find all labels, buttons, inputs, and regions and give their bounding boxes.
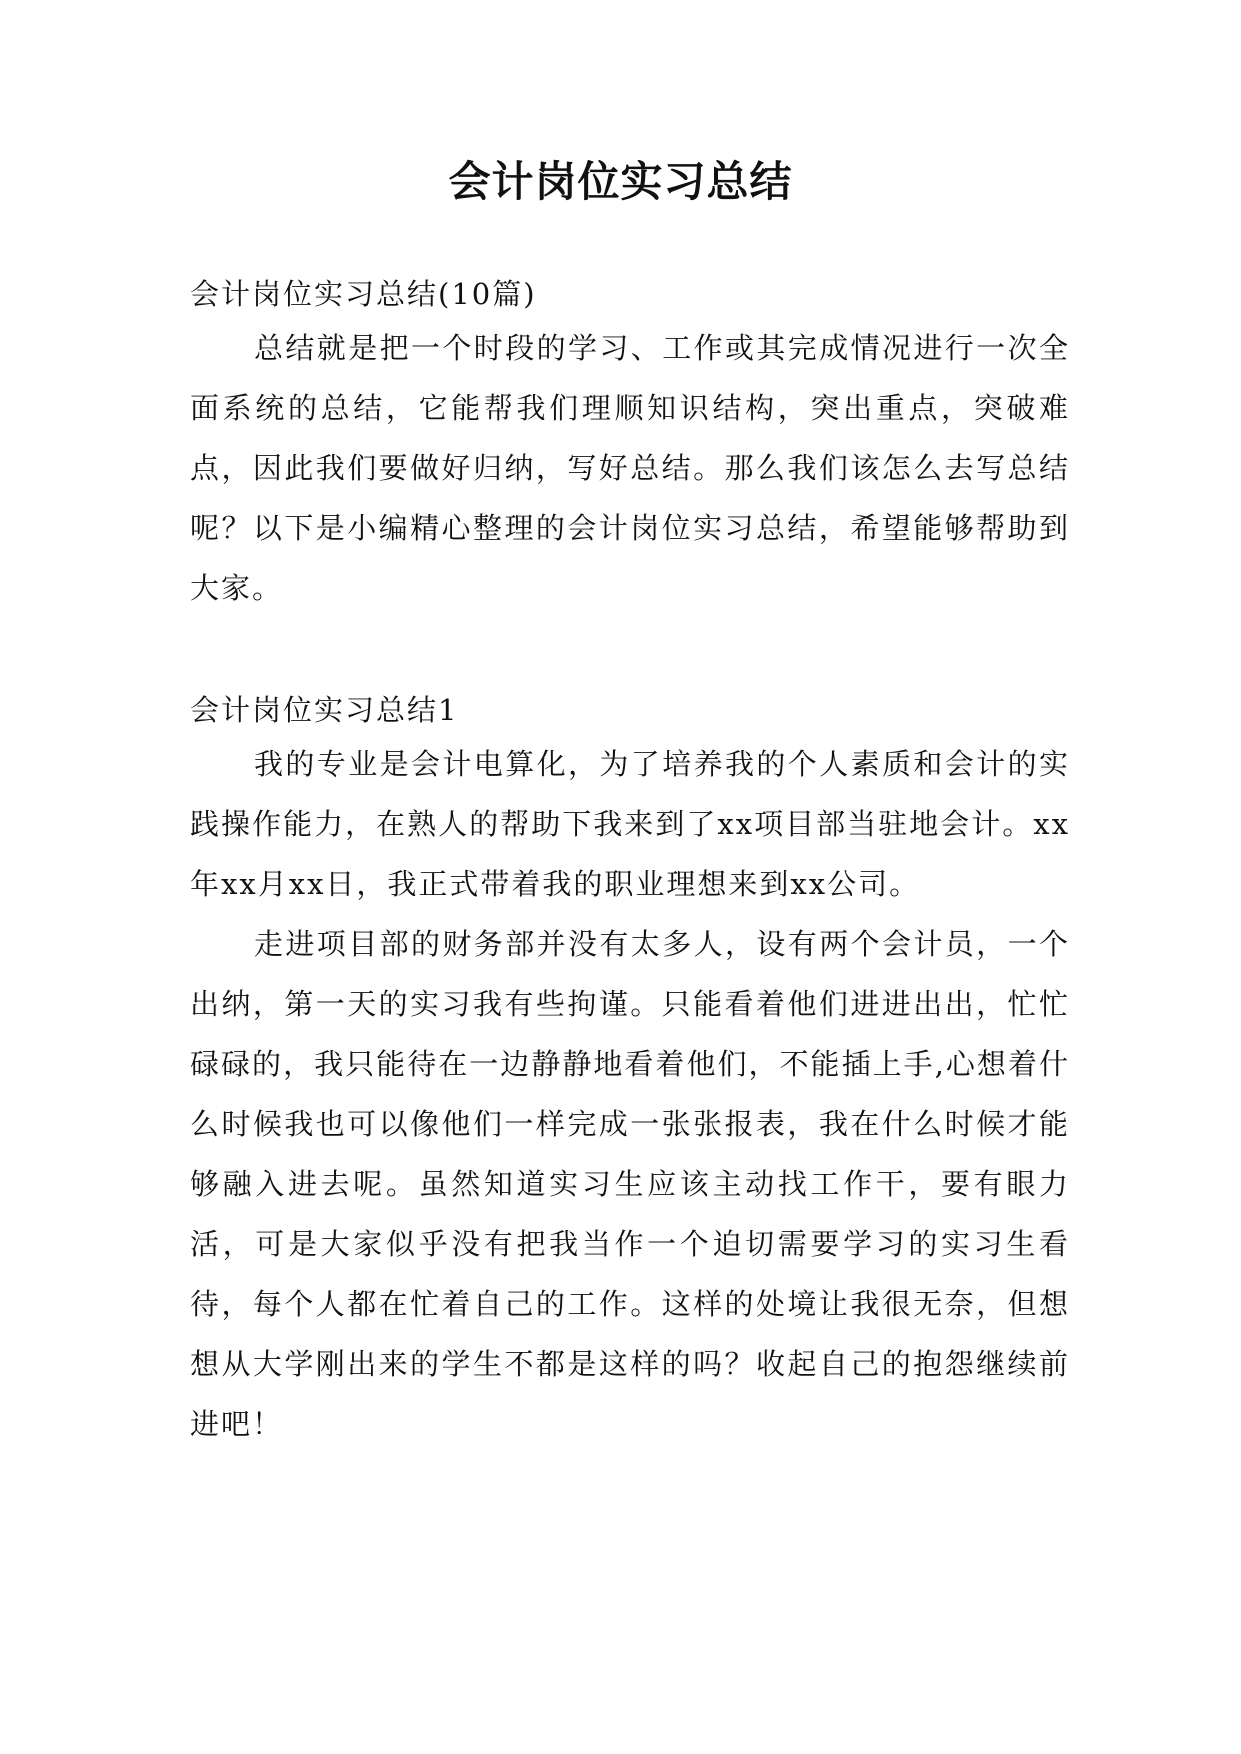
document-title: 会计岗位实习总结 [448, 157, 793, 206]
intro-heading: 会计岗位实习总结(10篇) [190, 277, 537, 311]
section1-body [190, 734, 1070, 1454]
intro-paragraph: 总结就是把一个时段的学习、工作或其完成情况进行一次全面系统的总结，它能帮我们理顺知识结构，突出重点，突破难点，因此我们要做好归纳，写好总结。那么我们该怎么去写总结呢？以下是小编精心整理的会计岗位实习总结，希望能够帮助到大家。 [190, 331, 1070, 605]
section1-paragraph-2: 走进项目部的财务部并没有太多人，设有两个会计员，一个出纳，第一天的实习我有些拘谨。只能看着他们进进出出，忙忙碌碌的，我只能待在一边静静地看着他们，不能插上手,心想着什么时候我也可以像他们一样完成一张张报表，我在什么时候才能够融入进去呢。虽然知道实习生应该主动找工作干，要有眼力活，可是大家似乎没有把我当作一个迫切需要学习的实习生看待，每个人都在忙着自己的工作。这样的处境让我很无奈，但想想从大学刚出来的学生不都是这样的吗？收起自己的抱怨继续前进吧！ [190, 927, 1070, 1441]
section1-paragraph-1: 我的专业是会计电算化，为了培养我的个人素质和会计的实践操作能力，在熟人的帮助下我来到了xx项目部当驻地会计。xx年xx月xx日，我正式带着我的职业理想来到xx公司。 [190, 747, 1070, 901]
section1-heading: 会计岗位实习总结1 [190, 693, 459, 727]
intro-section [190, 318, 1070, 618]
